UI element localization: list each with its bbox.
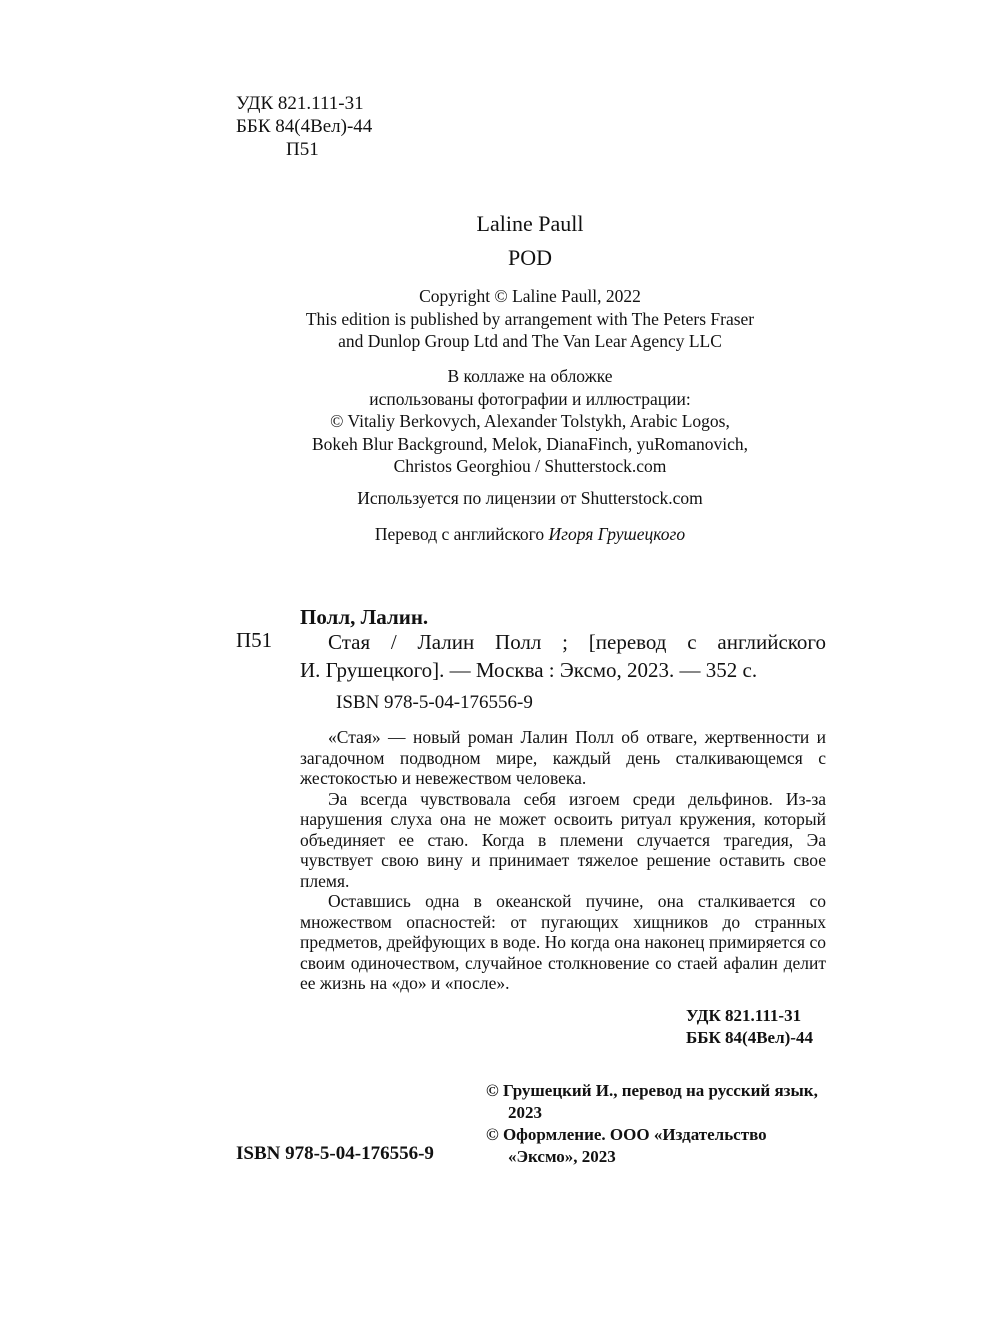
translation-note — [0, 524, 1000, 545]
copyright-block — [0, 285, 1000, 353]
cover-credit-line: использованы фотографии и иллюстрации: — [369, 388, 691, 409]
catalog-line: И. Грушецкого]. — Москва : Эксмо, 2023. — 352 с. — [300, 658, 758, 682]
translation-prefix: Перевод с английского — [374, 524, 545, 544]
footer-copyrights — [486, 1080, 846, 1168]
copyright-line: and Dunlop Group Ltd and The Van Lear Agency LLC — [338, 331, 722, 351]
catalog-line: Стая / Лалин Полл ; [перевод с английского — [328, 630, 826, 654]
annotation — [300, 727, 826, 994]
footer-bbk: ББК 84(4Вел)-44 — [686, 1028, 813, 1047]
original-title: POD — [507, 245, 552, 270]
design-copyright: © Оформление. ООО «Издательство — [486, 1125, 767, 1144]
cover-credit-line: Christos Georghiou / Shutterstock.com — [393, 456, 667, 476]
original-author: Laline Paull — [476, 211, 584, 236]
udk-code: УДК 821.111-31 — [236, 93, 364, 114]
classification-block — [236, 92, 372, 161]
cover-credit-line: © Vitaliy Berkovych, Alexander Tolstykh, Arabic Logos, — [330, 411, 730, 431]
license-note: Используется по лицензии от Shutterstock.com — [357, 488, 703, 508]
annotation-paragraph: Эа всегда чувствовала себя изгоем среди дельфинов. Из-за нарушения слуха она не может освоить ритуал кружения, который объединяет ее стаю. Когда в племени случается трагедия, Эа чувствует свою вину и принимает тяжелое решение оставить свое племя. — [300, 788, 826, 891]
copyright-line: Copyright © Laline Paull, 2022 — [419, 286, 641, 306]
annotation-paragraph: Оставшись одна в океанской пучине, она сталкивается со множеством опасностей: от пугающих хищников до странных предметов, дрейфующих в воде. Но когда она наконец примиряется со своим одиночеством, случайное столкновение со стаей афалин делит ее жизнь на «до» и «после». — [300, 891, 826, 993]
translator-name: Игоря Грушецкого — [548, 524, 686, 544]
cover-credits — [0, 365, 1000, 478]
design-copyright-cont: «Эксмо», 2023 — [508, 1147, 616, 1166]
cover-credit-line: В коллаже на обложке — [447, 366, 613, 386]
author-index: П51 — [286, 139, 319, 160]
translation-copyright-year: 2023 — [508, 1103, 542, 1122]
bbk-code: ББК 84(4Вел)-44 — [236, 116, 373, 137]
footer-classification — [686, 1005, 813, 1049]
catalog-description — [300, 628, 826, 684]
catalog-heading: Полл, Лалин. — [300, 605, 429, 629]
footer-isbn: ISBN 978-5-04-176556-9 — [236, 1143, 434, 1164]
annotation-paragraph: «Стая» — новый роман Лалин Полл об отваге, жертвенности и загадочном подводном мире, каждый день сталкивающемся с жестокостью и невежеством человека. — [300, 727, 826, 788]
footer-udk: УДК 821.111-31 — [686, 1006, 802, 1025]
catalog-index: П51 — [236, 628, 273, 652]
cover-credit-line: Bokeh Blur Background, Melok, DianaFinch, yuRomanovich, — [312, 433, 748, 454]
translation-copyright: © Грушецкий И., перевод на русский язык, — [486, 1081, 818, 1100]
copyright-line: This edition is published by arrangement with The Peters Fraser — [305, 308, 755, 329]
catalog-isbn: ISBN 978-5-04-176556-9 — [336, 692, 533, 713]
